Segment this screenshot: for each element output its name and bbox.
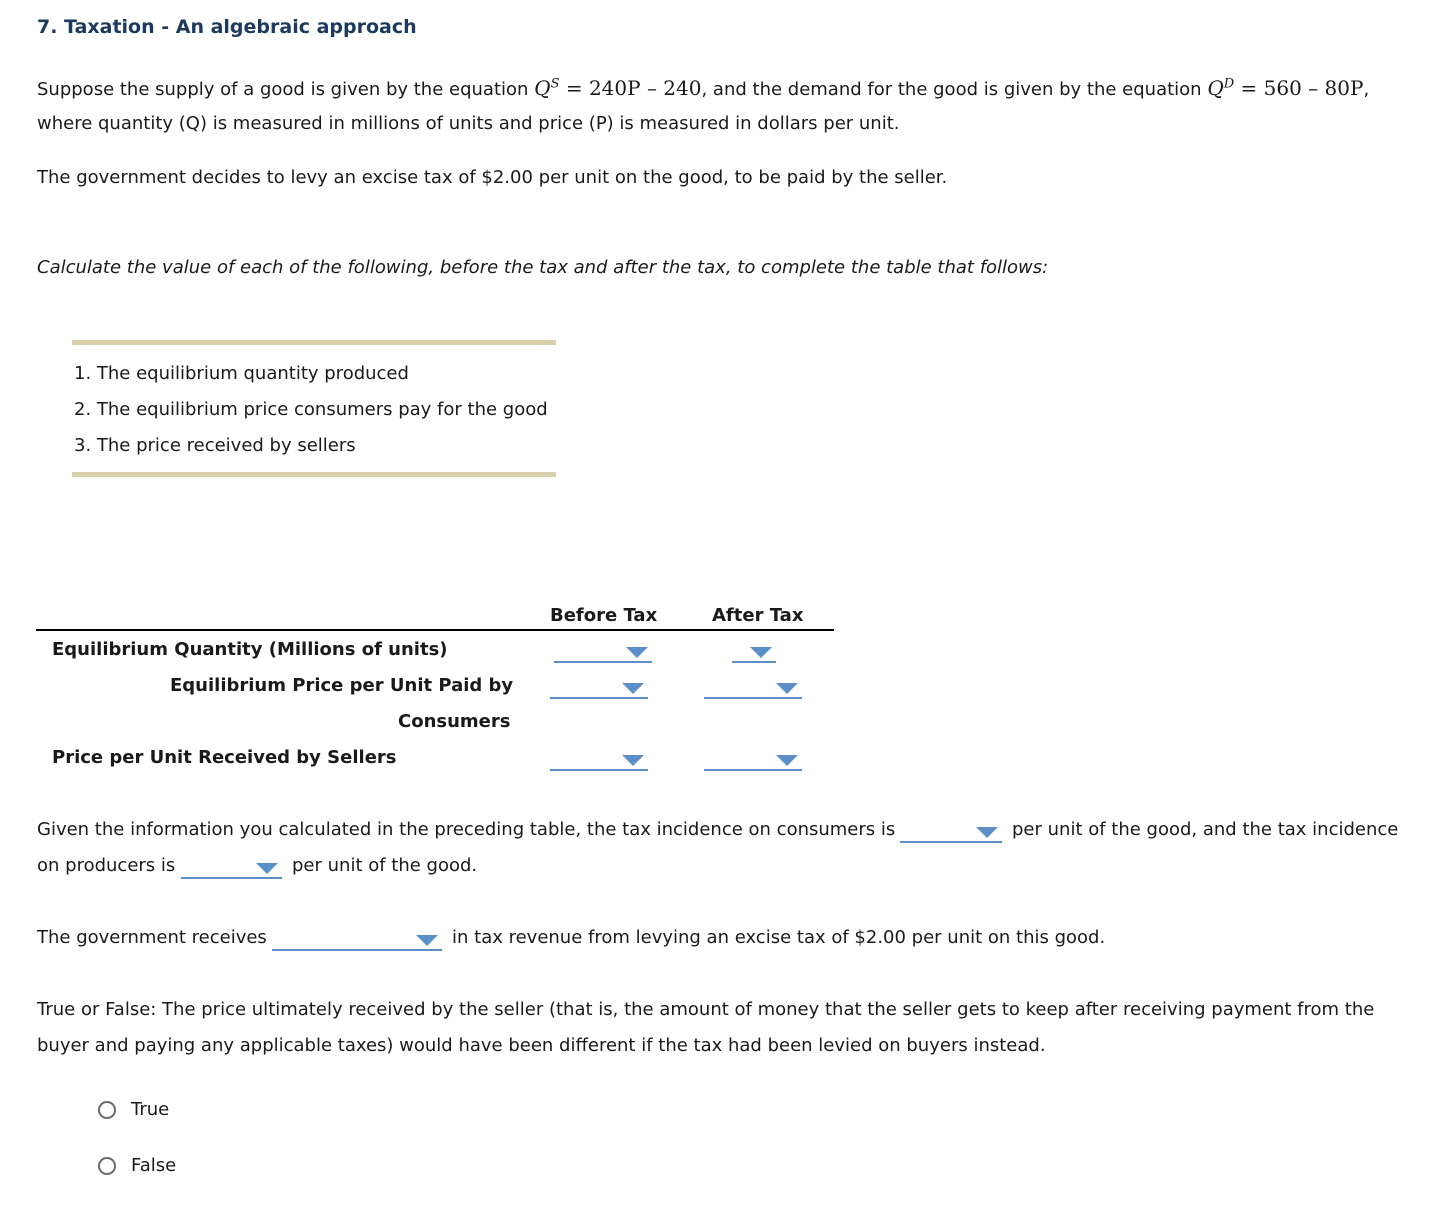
revenue-text-b: in tax revenue from levying an excise tax of $2.00 per unit on this good. (452, 927, 1106, 948)
list-top-border (72, 340, 556, 345)
quantity-before-tax-dropdown[interactable] (554, 641, 652, 663)
intro-text-c: , (1363, 79, 1370, 100)
consumer-price-after-tax-dropdown[interactable] (704, 677, 802, 699)
list-item: 1. The equilibrium quantity produced (74, 363, 409, 384)
row-label-price-consumers: Equilibrium Price per Unit Paid by (170, 675, 514, 696)
tax-revenue-dropdown[interactable] (272, 929, 442, 951)
consumer-incidence-dropdown[interactable] (900, 821, 1002, 843)
consumer-price-before-tax-dropdown[interactable] (550, 677, 648, 699)
chevron-down-icon (622, 755, 644, 766)
producer-incidence-dropdown[interactable] (181, 857, 282, 879)
intro-line-2: where quantity (Q) is measured in millions of units and price (P) is measured in dollars per unit. (37, 113, 900, 134)
page-title: 7. Taxation - An algebraic approach (37, 16, 417, 38)
true-radio-label[interactable]: True (131, 1099, 170, 1120)
row-label-quantity: Equilibrium Quantity (Millions of units) (52, 639, 448, 660)
intro-text-b: , and the demand for the good is given by the equation (701, 79, 1202, 100)
intro-line-3: The government decides to levy an excise tax of $2.00 per unit on the good, to be paid by the seller. (37, 167, 948, 188)
false-radio-label[interactable]: False (131, 1155, 177, 1176)
col-header-before-tax: Before Tax (550, 605, 658, 626)
chevron-down-icon (256, 863, 278, 874)
false-radio[interactable] (98, 1157, 116, 1175)
incidence-text-d: per unit of the good. (292, 855, 478, 876)
true-false-question-line-1: True or False: The price ultimately received by the seller (that is, the amount of money that the seller gets to keep after receiving payment from the (37, 999, 1375, 1020)
incidence-text-a: Given the information you calculated in the preceding table, the tax incidence on consumers is (37, 819, 896, 840)
intro-line-1 (37, 76, 1369, 100)
incidence-text-b: per unit of the good, and the tax incidence (1012, 819, 1399, 840)
seller-price-after-tax-dropdown[interactable] (704, 749, 802, 771)
true-false-question-line-2: buyer and paying any applicable taxes) would have been different if the tax had been levied on buyers instead. (37, 1035, 1046, 1056)
chevron-down-icon (776, 755, 798, 766)
chevron-down-icon (750, 647, 772, 658)
incidence-text-c: on producers is (37, 855, 176, 876)
chevron-down-icon (416, 935, 438, 946)
true-radio[interactable] (98, 1101, 116, 1119)
col-header-after-tax: After Tax (712, 605, 804, 626)
chevron-down-icon (976, 827, 998, 838)
demand-equation: $Q^D = 560 - 80P$ (1207, 76, 1364, 100)
list-item: 2. The equilibrium price consumers pay for the good (74, 399, 548, 420)
revenue-text-a: The government receives (37, 927, 267, 948)
list-bottom-border (72, 472, 556, 477)
chevron-down-icon (776, 683, 798, 694)
supply-equation: $Q^S = 240P - 240$ (534, 76, 702, 100)
seller-price-before-tax-dropdown[interactable] (550, 749, 648, 771)
chevron-down-icon (622, 683, 644, 694)
quantity-after-tax-dropdown[interactable] (732, 641, 776, 663)
table-header-rule (36, 629, 834, 631)
chevron-down-icon (626, 647, 648, 658)
list-item: 3. The price received by sellers (74, 435, 356, 456)
row-label-price-consumers-cont: Consumers (398, 711, 511, 732)
row-label-price-sellers: Price per Unit Received by Sellers (52, 747, 397, 768)
intro-text-a: Suppose the supply of a good is given by the equation (37, 79, 529, 100)
instruction-text: Calculate the value of each of the following, before the tax and after the tax, to complete the table that follows: (37, 257, 1049, 278)
